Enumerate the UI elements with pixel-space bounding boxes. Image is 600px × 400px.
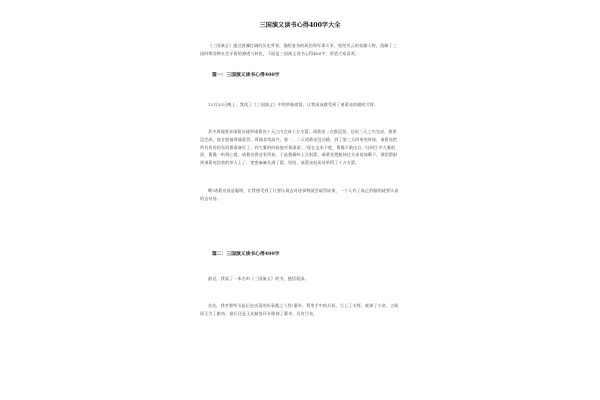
section-1-paragraph-1: 12月25日晚上，我读了《三国演义》中的草船借箭，让我深深感受到了诸葛亮的聪明才智。 [208,101,379,107]
section-heading-2: 篇二：三国演义读书心得400字 [212,251,280,258]
section-1-paragraph-3: 啊!诸葛亮真是聪明，让我感受到了只要认真去对待事物就会取得成果，一个人有了真正的聪明就要认真的去对待。 [200,188,399,202]
section-2-paragraph-1: 最近，我读了一本名叫《三国演义》的书，感悟很深。 [208,276,309,282]
section-2-paragraph-2: 首先，我对那些引起历史动荡的好事都之入骨!董卓，利用手中的兵权，当上了太师，废掉了少帝，立陈留王为了献帝，最后还是王允献连环计除掉了董卓，还有吕布， [200,302,399,316]
intro-paragraph: 《三国演义》通过波澜壮阔的历史背景，描绘复杂的政治和军事斗争，叱咤风云的英雄人物，剖释了三国时期各种社会矛盾的渗透与转化，下面是三国演义读书心得400字，希望大家喜欢。 [200,43,397,56]
section-1-paragraph-2: 其中周瑜要求诸葛亮就叫诸葛亮十天之内完成十万支箭，诸葛亮一点都没怕，还说三天之内完成，如果没完成，他甘愿被周瑜重罚。周瑜非常高兴，第一、二天诸葛亮没动静，到了第三天四更的时候，诸葛亮把所有伪装的东西都准备好了，到大雾的时候他对鲁肃说：“现在去来不吧，曹操不敢出兵。”这时江中大雾很浓，曹操一听到心慌，诸葛亮将近有所获，于是曹操叫士兵射箭，诸葛亮把船掉过头来再加剩下，那把箭射到诸葛亮伪装的草人上了，密密麻麻扎满了箭，哈哈，诸葛亮轻而易举得了十万支箭。 [200,128,398,166]
section-heading-1: 篇一：三国演义读书心得400字 [212,71,280,78]
document-body [200,22,400,318]
document-title: 三国演义读书心得400字大全 [259,22,341,29]
